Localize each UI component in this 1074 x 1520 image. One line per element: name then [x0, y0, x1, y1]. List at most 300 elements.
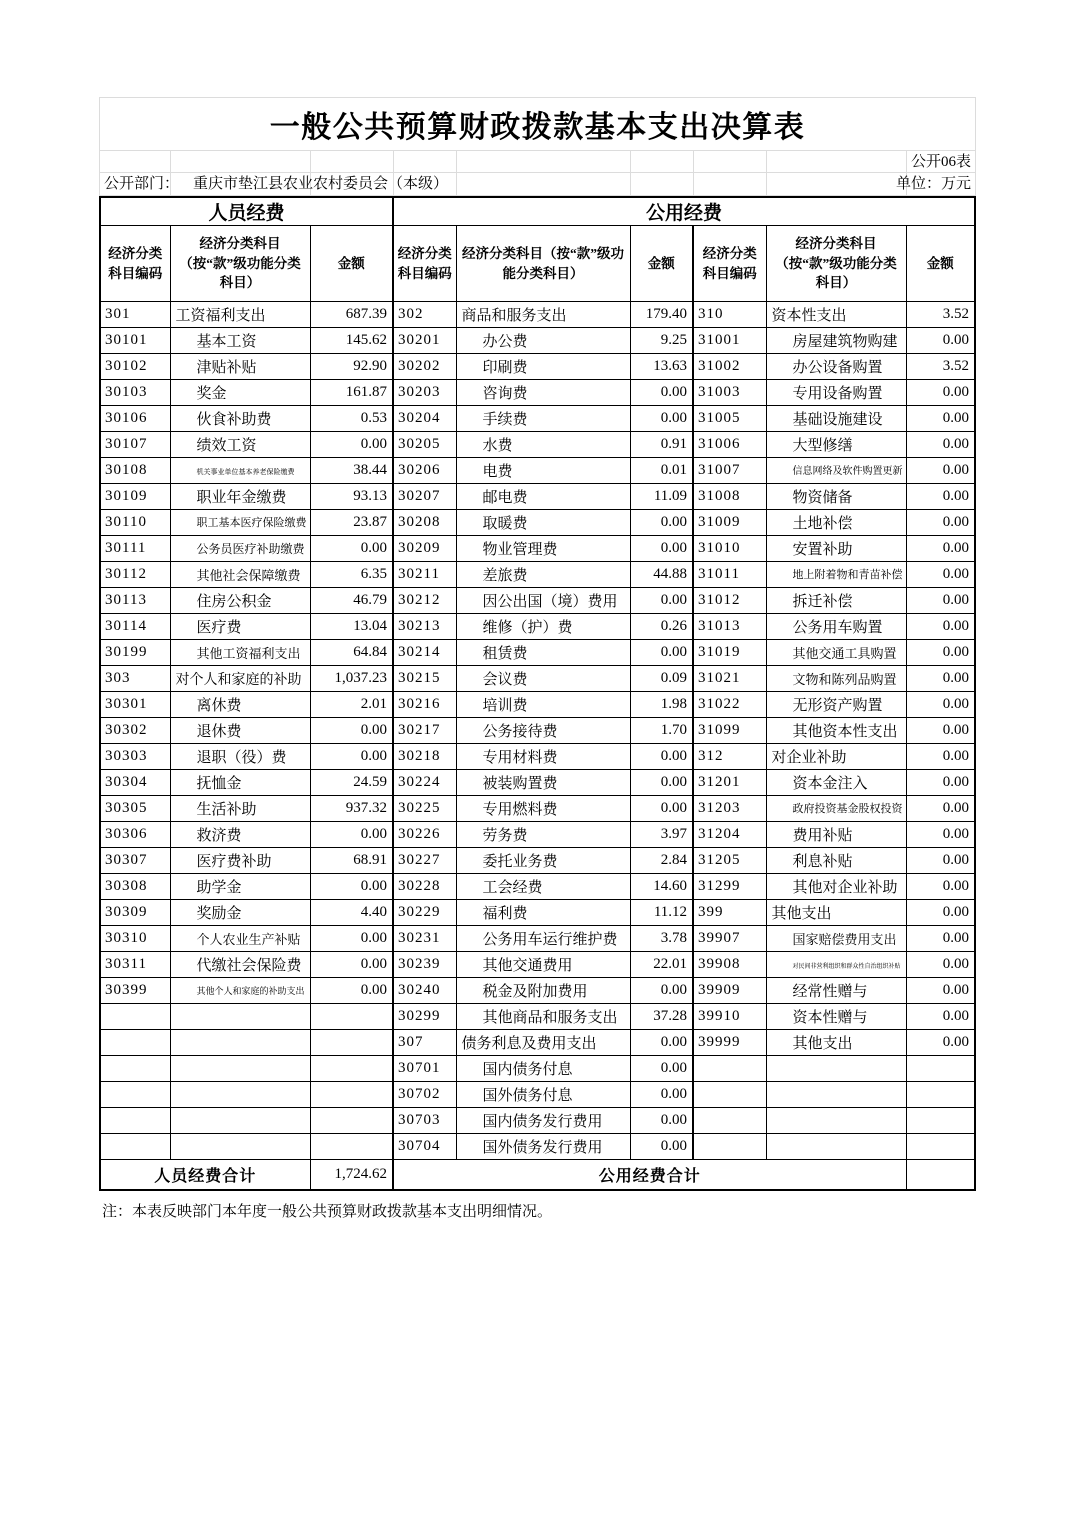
subject-cell: 安置补助: [766, 536, 906, 562]
table-row: [100, 718, 975, 744]
subject-cell: 会议费: [456, 666, 630, 692]
amount-cell: 0.00: [906, 562, 975, 588]
code-cell: 30103: [100, 380, 170, 406]
code-cell: 30209: [393, 536, 456, 562]
amount-cell: 93.13: [310, 484, 393, 510]
code-cell: 30108: [100, 458, 170, 484]
amount-cell: 161.87: [310, 380, 393, 406]
code-cell: 30102: [100, 354, 170, 380]
table-row: [100, 614, 975, 640]
subject-cell: 物业管理费: [456, 536, 630, 562]
amount-cell: 0.00: [630, 380, 693, 406]
amount-cell: 3.97: [630, 822, 693, 848]
amount-cell: 0.00: [906, 822, 975, 848]
table-row: [100, 1030, 975, 1056]
subject-cell: 代缴社会保险费: [170, 952, 310, 978]
code-cell: 39907: [693, 926, 766, 952]
subject-cell: 其他支出: [766, 1030, 906, 1056]
code-cell: 30311: [100, 952, 170, 978]
table-note: 注：本表反映部门本年度一般公共预算财政拨款基本支出明细情况。: [102, 1203, 553, 1220]
subject-cell: 其他对企业补助: [766, 874, 906, 900]
amount-cell: 0.00: [906, 432, 975, 458]
personnel-total-amount: 1,724.62: [310, 1160, 393, 1190]
amount-cell: 0.00: [906, 614, 975, 640]
group-header-public: 公用经费: [393, 197, 975, 226]
subject-cell: 国家赔偿费用支出: [766, 926, 906, 952]
amount-cell: 11.09: [630, 484, 693, 510]
subject-cell: 伙食补助费: [170, 406, 310, 432]
code-cell: 30110: [100, 510, 170, 536]
subject-cell: 绩效工资: [170, 432, 310, 458]
amount-cell: 9.25: [630, 328, 693, 354]
amount-cell: 0.00: [906, 536, 975, 562]
amount-cell: 0.00: [906, 406, 975, 432]
sheet-header: [99, 97, 976, 196]
table-code-row: [100, 151, 975, 173]
amount-cell: 0.00: [630, 406, 693, 432]
table-code-label: 公开06表: [910, 154, 971, 170]
col-header-amount-right: 金额: [906, 226, 975, 302]
subject-cell: 个人农业生产补贴: [170, 926, 310, 952]
amount-cell: [906, 1056, 975, 1082]
subject-cell: 基本工资: [170, 328, 310, 354]
subject-cell: 委托业务费: [456, 848, 630, 874]
amount-cell: 0.00: [906, 796, 975, 822]
subject-cell: 对个人和家庭的补助: [170, 666, 310, 692]
code-cell: 30310: [100, 926, 170, 952]
subject-cell: 信息网络及软件购置更新: [766, 458, 906, 484]
subject-cell: 咨询费: [456, 380, 630, 406]
code-cell: 30111: [100, 536, 170, 562]
code-cell: 30225: [393, 796, 456, 822]
amount-cell: 0.01: [630, 458, 693, 484]
table-row: [100, 1082, 975, 1108]
code-cell: 30227: [393, 848, 456, 874]
code-cell: 31205: [693, 848, 766, 874]
amount-cell: 6.35: [310, 562, 393, 588]
amount-cell: 0.00: [630, 796, 693, 822]
amount-cell: 3.78: [630, 926, 693, 952]
code-cell: 31006: [693, 432, 766, 458]
subject-cell: [766, 1056, 906, 1082]
amount-cell: [906, 1134, 975, 1160]
amount-cell: 0.00: [310, 536, 393, 562]
code-cell: 31005: [693, 406, 766, 432]
code-cell: 30201: [393, 328, 456, 354]
amount-cell: 3.52: [906, 302, 975, 328]
expense-table: [99, 196, 976, 1191]
department-label: 公开部门：: [104, 176, 180, 192]
code-cell: 31099: [693, 718, 766, 744]
amount-cell: 37.28: [630, 1004, 693, 1030]
code-cell: 30229: [393, 900, 456, 926]
sheet: [99, 97, 976, 1221]
subject-cell: 资本性赠与: [766, 1004, 906, 1030]
code-cell: 30216: [393, 692, 456, 718]
code-cell: 30305: [100, 796, 170, 822]
amount-cell: 0.00: [310, 952, 393, 978]
code-cell: 31002: [693, 354, 766, 380]
subject-cell: 住房公积金: [170, 588, 310, 614]
amount-cell: 1.98: [630, 692, 693, 718]
subject-cell: 商品和服务支出: [456, 302, 630, 328]
amount-cell: 0.00: [906, 848, 975, 874]
code-cell: [693, 1134, 766, 1160]
subject-cell: 物资储备: [766, 484, 906, 510]
table-row: [100, 406, 975, 432]
subject-cell: [170, 1004, 310, 1030]
code-cell: 307: [393, 1030, 456, 1056]
code-cell: 399: [693, 900, 766, 926]
subject-cell: 其他交通工具购置: [766, 640, 906, 666]
table-row: [100, 874, 975, 900]
code-cell: [100, 1056, 170, 1082]
amount-cell: 0.00: [906, 718, 975, 744]
subject-cell: 手续费: [456, 406, 630, 432]
subject-cell: 其他资本性支出: [766, 718, 906, 744]
col-header-code-right: 经济分类科目编码: [693, 226, 766, 302]
column-header-row: [100, 226, 975, 302]
amount-cell: 0.53: [310, 406, 393, 432]
code-cell: 30113: [100, 588, 170, 614]
code-cell: 30199: [100, 640, 170, 666]
subject-cell: [170, 1082, 310, 1108]
code-cell: 312: [693, 744, 766, 770]
amount-cell: 0.00: [906, 458, 975, 484]
subject-cell: 费用补贴: [766, 822, 906, 848]
table-row: [100, 796, 975, 822]
subject-cell: 其他工资福利支出: [170, 640, 310, 666]
table-row: [100, 640, 975, 666]
code-cell: 30308: [100, 874, 170, 900]
subject-cell: 工资福利支出: [170, 302, 310, 328]
amount-cell: 11.12: [630, 900, 693, 926]
subject-cell: 国外债务付息: [456, 1082, 630, 1108]
subject-cell: 职工基本医疗保险缴费: [170, 510, 310, 536]
code-cell: 31019: [693, 640, 766, 666]
subject-cell: 经常性赠与: [766, 978, 906, 1004]
amount-cell: 0.00: [906, 588, 975, 614]
table-body: [100, 302, 975, 1160]
code-cell: 30202: [393, 354, 456, 380]
code-cell: 30109: [100, 484, 170, 510]
code-cell: 31203: [693, 796, 766, 822]
table-row: [100, 1134, 975, 1160]
amount-cell: 4.40: [310, 900, 393, 926]
subject-cell: 其他社会保障缴费: [170, 562, 310, 588]
code-cell: 30299: [393, 1004, 456, 1030]
code-cell: [100, 1004, 170, 1030]
code-cell: 30107: [100, 432, 170, 458]
amount-cell: 0.00: [906, 978, 975, 1004]
amount-cell: 0.00: [906, 692, 975, 718]
subject-cell: [170, 1030, 310, 1056]
amount-cell: 179.40: [630, 302, 693, 328]
subject-cell: 工会经费: [456, 874, 630, 900]
code-cell: 30702: [393, 1082, 456, 1108]
subject-cell: 津贴补贴: [170, 354, 310, 380]
page-title: 一般公共预算财政拨款基本支出决算表: [269, 111, 806, 144]
amount-cell: 937.32: [310, 796, 393, 822]
code-cell: 30101: [100, 328, 170, 354]
amount-cell: 38.44: [310, 458, 393, 484]
code-cell: 31012: [693, 588, 766, 614]
code-cell: 30239: [393, 952, 456, 978]
code-cell: 30106: [100, 406, 170, 432]
amount-cell: 64.84: [310, 640, 393, 666]
code-cell: 30224: [393, 770, 456, 796]
subject-cell: 对民间非营利组织和群众性自治组织补贴: [766, 952, 906, 978]
subject-cell: 专用燃料费: [456, 796, 630, 822]
amount-cell: 0.26: [630, 614, 693, 640]
code-cell: [100, 1082, 170, 1108]
subject-cell: 邮电费: [456, 484, 630, 510]
amount-cell: 13.04: [310, 614, 393, 640]
amount-cell: 0.00: [630, 640, 693, 666]
amount-cell: 0.09: [630, 666, 693, 692]
code-cell: 30214: [393, 640, 456, 666]
code-cell: 30114: [100, 614, 170, 640]
amount-cell: 0.00: [906, 380, 975, 406]
code-cell: [100, 1134, 170, 1160]
amount-cell: 0.00: [630, 588, 693, 614]
code-cell: 39910: [693, 1004, 766, 1030]
subject-cell: 福利费: [456, 900, 630, 926]
table-row: [100, 354, 975, 380]
amount-cell: 0.00: [906, 666, 975, 692]
code-cell: 39909: [693, 978, 766, 1004]
subject-cell: 退休费: [170, 718, 310, 744]
amount-cell: 0.00: [906, 874, 975, 900]
amount-cell: [310, 1082, 393, 1108]
code-cell: 31007: [693, 458, 766, 484]
amount-cell: 3.52: [906, 354, 975, 380]
col-header-amount-left: 金额: [310, 226, 393, 302]
amount-cell: 0.00: [630, 1082, 693, 1108]
amount-cell: 0.00: [630, 744, 693, 770]
subject-cell: 专用材料费: [456, 744, 630, 770]
amount-cell: 0.00: [310, 822, 393, 848]
code-cell: 310: [693, 302, 766, 328]
code-cell: 39999: [693, 1030, 766, 1056]
unit-label: 单位：万元: [895, 176, 971, 192]
table-row: [100, 900, 975, 926]
code-cell: 30303: [100, 744, 170, 770]
personnel-total-label: 人员经费合计: [100, 1160, 310, 1190]
amount-cell: [310, 1108, 393, 1134]
subject-cell: [170, 1134, 310, 1160]
subject-cell: 无形资产购置: [766, 692, 906, 718]
subject-cell: 办公费: [456, 328, 630, 354]
subject-cell: 房屋建筑物购建: [766, 328, 906, 354]
table-row: [100, 666, 975, 692]
public-total-label: 公用经费合计: [393, 1160, 906, 1190]
group-header-row: [100, 197, 975, 226]
amount-cell: [310, 1030, 393, 1056]
amount-cell: 1,037.23: [310, 666, 393, 692]
subject-cell: 公务用车运行维护费: [456, 926, 630, 952]
code-cell: 302: [393, 302, 456, 328]
table-row: [100, 562, 975, 588]
subject-cell: 离休费: [170, 692, 310, 718]
subject-cell: 资本金注入: [766, 770, 906, 796]
code-cell: 30301: [100, 692, 170, 718]
amount-cell: 2.84: [630, 848, 693, 874]
code-cell: 31001: [693, 328, 766, 354]
code-cell: 30704: [393, 1134, 456, 1160]
amount-cell: 0.00: [310, 432, 393, 458]
amount-cell: 44.88: [630, 562, 693, 588]
code-cell: 31013: [693, 614, 766, 640]
amount-cell: 0.00: [906, 640, 975, 666]
subject-cell: 劳务费: [456, 822, 630, 848]
amount-cell: 92.90: [310, 354, 393, 380]
amount-cell: 0.00: [906, 770, 975, 796]
subject-cell: 水费: [456, 432, 630, 458]
amount-cell: [310, 1134, 393, 1160]
amount-cell: 22.01: [630, 952, 693, 978]
amount-cell: 0.00: [906, 510, 975, 536]
amount-cell: 0.00: [906, 484, 975, 510]
subject-cell: 租赁费: [456, 640, 630, 666]
amount-cell: 0.00: [906, 926, 975, 952]
amount-cell: 0.00: [906, 900, 975, 926]
subject-cell: 对企业补助: [766, 744, 906, 770]
amount-cell: 0.00: [310, 926, 393, 952]
code-cell: 30207: [393, 484, 456, 510]
subject-cell: 文物和陈列品购置: [766, 666, 906, 692]
code-cell: 30226: [393, 822, 456, 848]
amount-cell: [310, 1056, 393, 1082]
subject-cell: 地上附着物和青苗补偿: [766, 562, 906, 588]
code-cell: 31021: [693, 666, 766, 692]
table-row: [100, 380, 975, 406]
subject-cell: 其他交通费用: [456, 952, 630, 978]
code-cell: 39908: [693, 952, 766, 978]
table-row: [100, 302, 975, 328]
table-row: [100, 692, 975, 718]
code-cell: 30307: [100, 848, 170, 874]
code-cell: 30218: [393, 744, 456, 770]
subject-cell: 利息补贴: [766, 848, 906, 874]
code-cell: 30204: [393, 406, 456, 432]
table-row: [100, 536, 975, 562]
subject-cell: 专用设备购置: [766, 380, 906, 406]
subject-cell: [170, 1056, 310, 1082]
amount-cell: 0.00: [906, 952, 975, 978]
subject-cell: [170, 1108, 310, 1134]
subject-cell: 医疗费: [170, 614, 310, 640]
table-row: [100, 1108, 975, 1134]
subject-cell: 其他个人和家庭的补助支出: [170, 978, 310, 1004]
subject-cell: 维修（护）费: [456, 614, 630, 640]
amount-cell: 0.00: [310, 978, 393, 1004]
col-header-code-middle: 经济分类科目编码: [393, 226, 456, 302]
code-cell: 30208: [393, 510, 456, 536]
amount-cell: 46.79: [310, 588, 393, 614]
department-row: [100, 173, 975, 195]
amount-cell: 0.00: [630, 978, 693, 1004]
code-cell: 31010: [693, 536, 766, 562]
totals-row: [100, 1160, 975, 1190]
amount-cell: 0.00: [906, 1030, 975, 1056]
subject-cell: 职业年金缴费: [170, 484, 310, 510]
subject-cell: 被装购置费: [456, 770, 630, 796]
subject-cell: 医疗费补助: [170, 848, 310, 874]
amount-cell: 0.00: [630, 770, 693, 796]
amount-cell: 0.00: [906, 328, 975, 354]
subject-cell: 取暖费: [456, 510, 630, 536]
department: [104, 173, 448, 195]
subject-cell: 电费: [456, 458, 630, 484]
code-cell: 30112: [100, 562, 170, 588]
table-row: [100, 926, 975, 952]
col-header-subject-right: 经济分类科目（按“款”级功能分类科目）: [766, 226, 906, 302]
amount-cell: [906, 1082, 975, 1108]
amount-cell: [906, 1108, 975, 1134]
code-cell: [100, 1108, 170, 1134]
code-cell: 30240: [393, 978, 456, 1004]
amount-cell: 68.91: [310, 848, 393, 874]
amount-cell: 0.00: [630, 1134, 693, 1160]
code-cell: 31011: [693, 562, 766, 588]
subject-cell: 税金及附加费用: [456, 978, 630, 1004]
code-cell: 30211: [393, 562, 456, 588]
amount-cell: 0.00: [310, 744, 393, 770]
subject-cell: [766, 1082, 906, 1108]
subject-cell: 退职（役）费: [170, 744, 310, 770]
code-cell: 30304: [100, 770, 170, 796]
table-row: [100, 588, 975, 614]
code-cell: 30399: [100, 978, 170, 1004]
code-cell: 30217: [393, 718, 456, 744]
table-row: [100, 510, 975, 536]
group-header-personnel: 人员经费: [100, 197, 393, 226]
amount-cell: 0.91: [630, 432, 693, 458]
department-name: 重庆市垫江县农业农村委员会（本级）: [193, 176, 449, 192]
amount-cell: 0.00: [630, 1056, 693, 1082]
subject-cell: 其他商品和服务支出: [456, 1004, 630, 1030]
table-row: [100, 952, 975, 978]
code-cell: 303: [100, 666, 170, 692]
table-row: [100, 848, 975, 874]
subject-cell: [766, 1134, 906, 1160]
subject-cell: 助学金: [170, 874, 310, 900]
code-cell: 30309: [100, 900, 170, 926]
amount-cell: 13.63: [630, 354, 693, 380]
amount-cell: [310, 1004, 393, 1030]
code-cell: [693, 1056, 766, 1082]
subject-cell: 土地补偿: [766, 510, 906, 536]
code-cell: 30302: [100, 718, 170, 744]
amount-cell: 145.62: [310, 328, 393, 354]
code-cell: 30206: [393, 458, 456, 484]
table-row: [100, 458, 975, 484]
subject-cell: 拆迁补偿: [766, 588, 906, 614]
subject-cell: 生活补助: [170, 796, 310, 822]
subject-cell: 公务用车购置: [766, 614, 906, 640]
code-cell: 30228: [393, 874, 456, 900]
amount-cell: 0.00: [630, 1108, 693, 1134]
code-cell: 31204: [693, 822, 766, 848]
code-cell: 31009: [693, 510, 766, 536]
subject-cell: 国外债务发行费用: [456, 1134, 630, 1160]
table-row: [100, 770, 975, 796]
code-cell: 31201: [693, 770, 766, 796]
code-cell: [693, 1108, 766, 1134]
subject-cell: 抚恤金: [170, 770, 310, 796]
col-header-code-left: 经济分类科目编码: [100, 226, 170, 302]
